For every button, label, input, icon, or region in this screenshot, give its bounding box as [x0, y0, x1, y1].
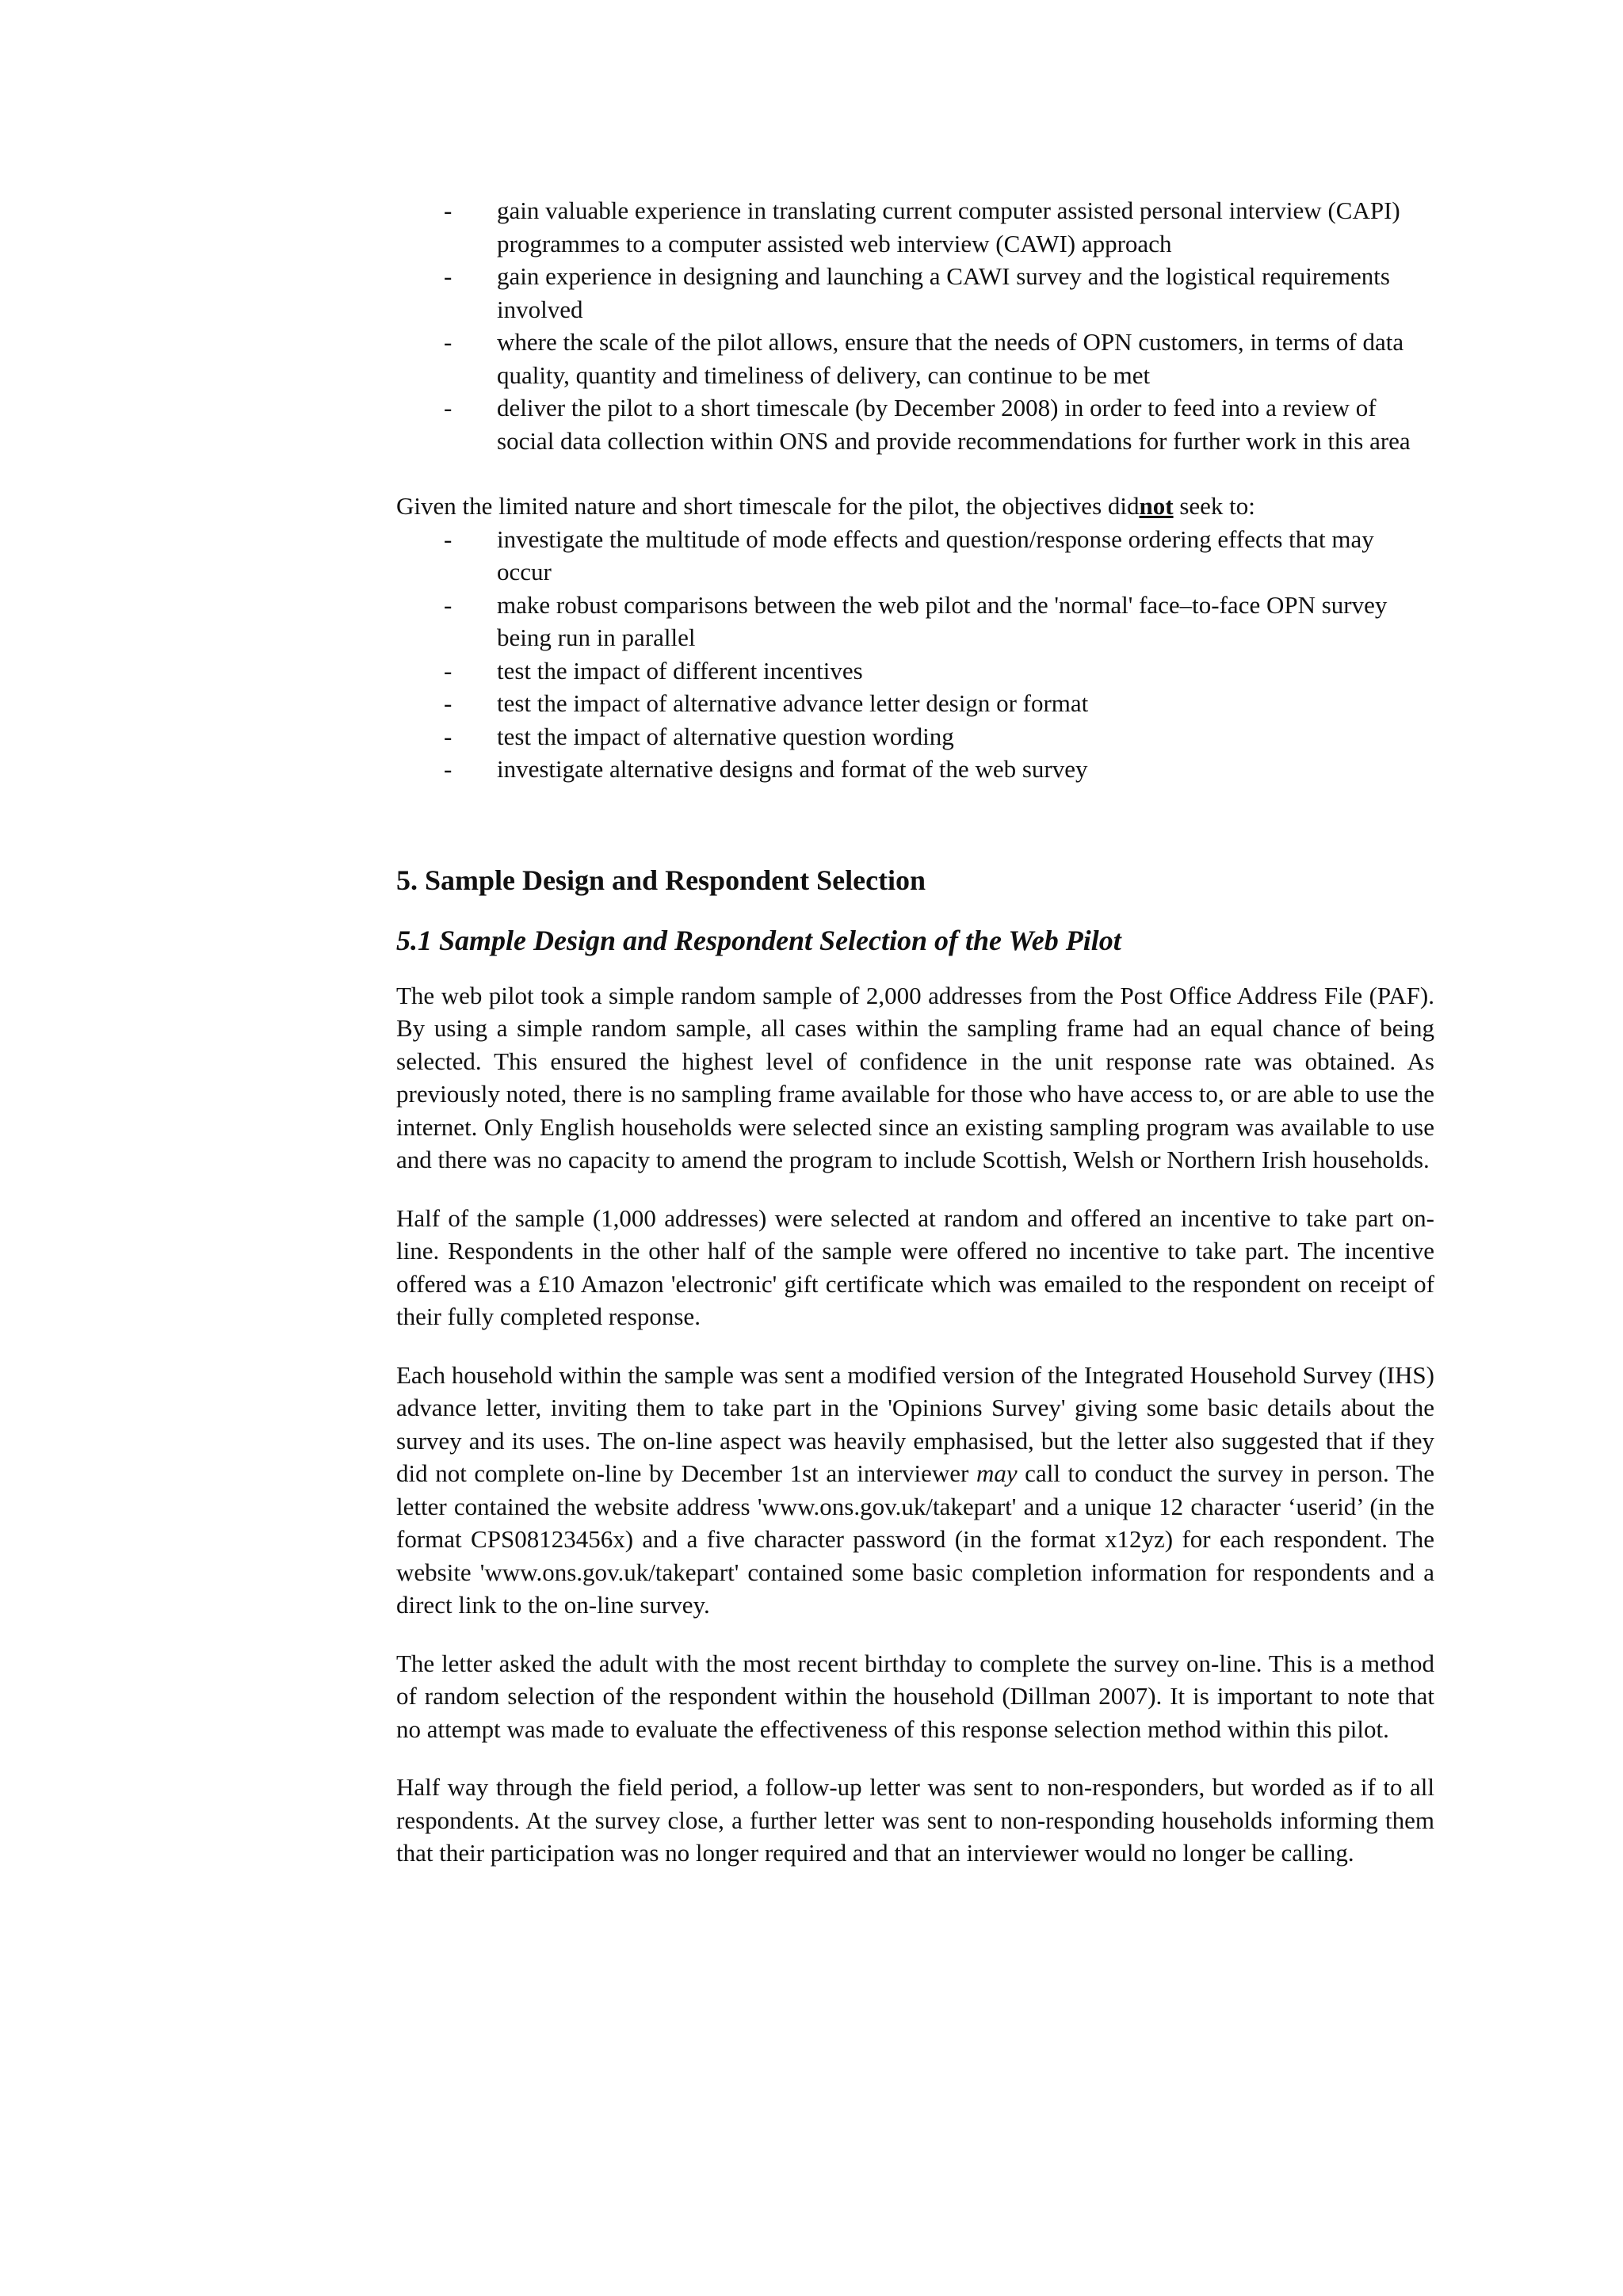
list-item: - test the impact of alternative advance letter design or format	[396, 687, 1434, 720]
limits-intro-tail: seek to:	[1173, 492, 1255, 520]
paragraph-follow-up: Half way through the field period, a follow-up letter was sent to non-responders, but worded as if to all respondents. At the survey close, a further letter was sent to non-responding households informing them that their participation was no longer required and that an interviewer would no longer be calling.	[396, 1773, 1434, 1867]
limits-intro	[396, 490, 1434, 523]
paragraph-selection: The letter asked the adult with the most recent birthday to complete the survey on-line. This is a method of random selection of the respondent within the household (Dillman 2007). It is important to note that no attempt was made to evaluate the effectiveness of this response selection method within this pilot.	[396, 1649, 1434, 1743]
list-item: - investigate alternative designs and format of the web survey	[396, 753, 1434, 786]
list-item: - test the impact of different incentives	[396, 654, 1434, 688]
list-item: - investigate the multitude of mode effects and question/response ordering effects that may occur	[396, 523, 1434, 589]
list-item: - deliver the pilot to a short timescale (by December 2008) in order to feed into a review of social data collection within ONS and provide recommendations for further work in this area	[396, 391, 1434, 457]
list-item: - make robust comparisons between the web pilot and the 'normal' face–to-face OPN survey being run in parallel	[396, 589, 1434, 654]
section-heading: 5. Sample Design and Respondent Selection	[396, 864, 926, 896]
paragraph-advance-letter	[396, 1359, 1434, 1622]
advance-letter-text-cont: call to conduct the survey in person. The letter contained the website address 'www.ons.gov.uk/takepart' and a unique 12 character ‘userid’ (in the format CPS08123456x) and a five character password (in the format x12yz) for each respondent. The website 'www.ons.gov.uk/takepart' contained some basic completion information for respondents and a direct link to the on-line survey.	[396, 1459, 1434, 1619]
paragraph-incentive: Half of the sample (1,000 addresses) were selected at random and offered an incentive to take part on-line. Respondents in the other half of the sample were offered no incentive to take part. The incentive offered was a £10 Amazon 'electronic' gift certificate which was emailed to the respondent on receipt of their fully completed response.	[396, 1203, 1434, 1330]
exclusions-list	[396, 523, 1434, 786]
document-page	[396, 194, 1434, 1870]
advance-letter-text: Each household within the sample was sent a modified version of the Integrated Household Survey (IHS) advance letter, inviting them to take part in the 'Opinions Survey' giving some basic details about the survey and its uses. The on-line aspect was heavily emphasised, but the letter also suggested that if they did not complete on-line by December 1st an interviewer	[396, 1360, 1434, 1487]
objectives-list	[396, 194, 1434, 457]
list-item: - test the impact of alternative question wording	[396, 720, 1434, 753]
list-item: - where the scale of the pilot allows, ensure that the needs of OPN customers, in terms of data quality, quantity and timeliness of delivery, can continue to be met	[396, 326, 1434, 391]
may-emphasis: may	[976, 1459, 1018, 1487]
limits-intro-text: Given the limited nature and short timescale for the pilot, the objectives did	[396, 492, 1140, 520]
paragraph-sample: The web pilot took a simple random sample of 2,000 addresses from the Post Office Address File (PAF). By using a simple random sample, all cases within the sampling frame had an equal chance of being selected. This ensured the highest level of confidence in the unit response rate was obtained. As previously noted, there is no sampling frame available for those who have access to, or are able to use the internet. Only English households were selected since an existing sampling program was available to use and there was no capacity to amend the program to include Scottish, Welsh or Northern Irish households.	[396, 981, 1434, 1173]
not-emphasis: not	[1139, 492, 1174, 520]
list-item: - gain experience in designing and launching a CAWI survey and the logistical requirements involved	[396, 260, 1434, 326]
list-item: - gain valuable experience in translating current computer assisted personal interview (CAPI) programmes to a computer assisted web interview (CAWI) approach	[396, 194, 1434, 260]
subsection-heading: 5.1 Sample Design and Respondent Selection of the Web Pilot	[396, 924, 1121, 956]
